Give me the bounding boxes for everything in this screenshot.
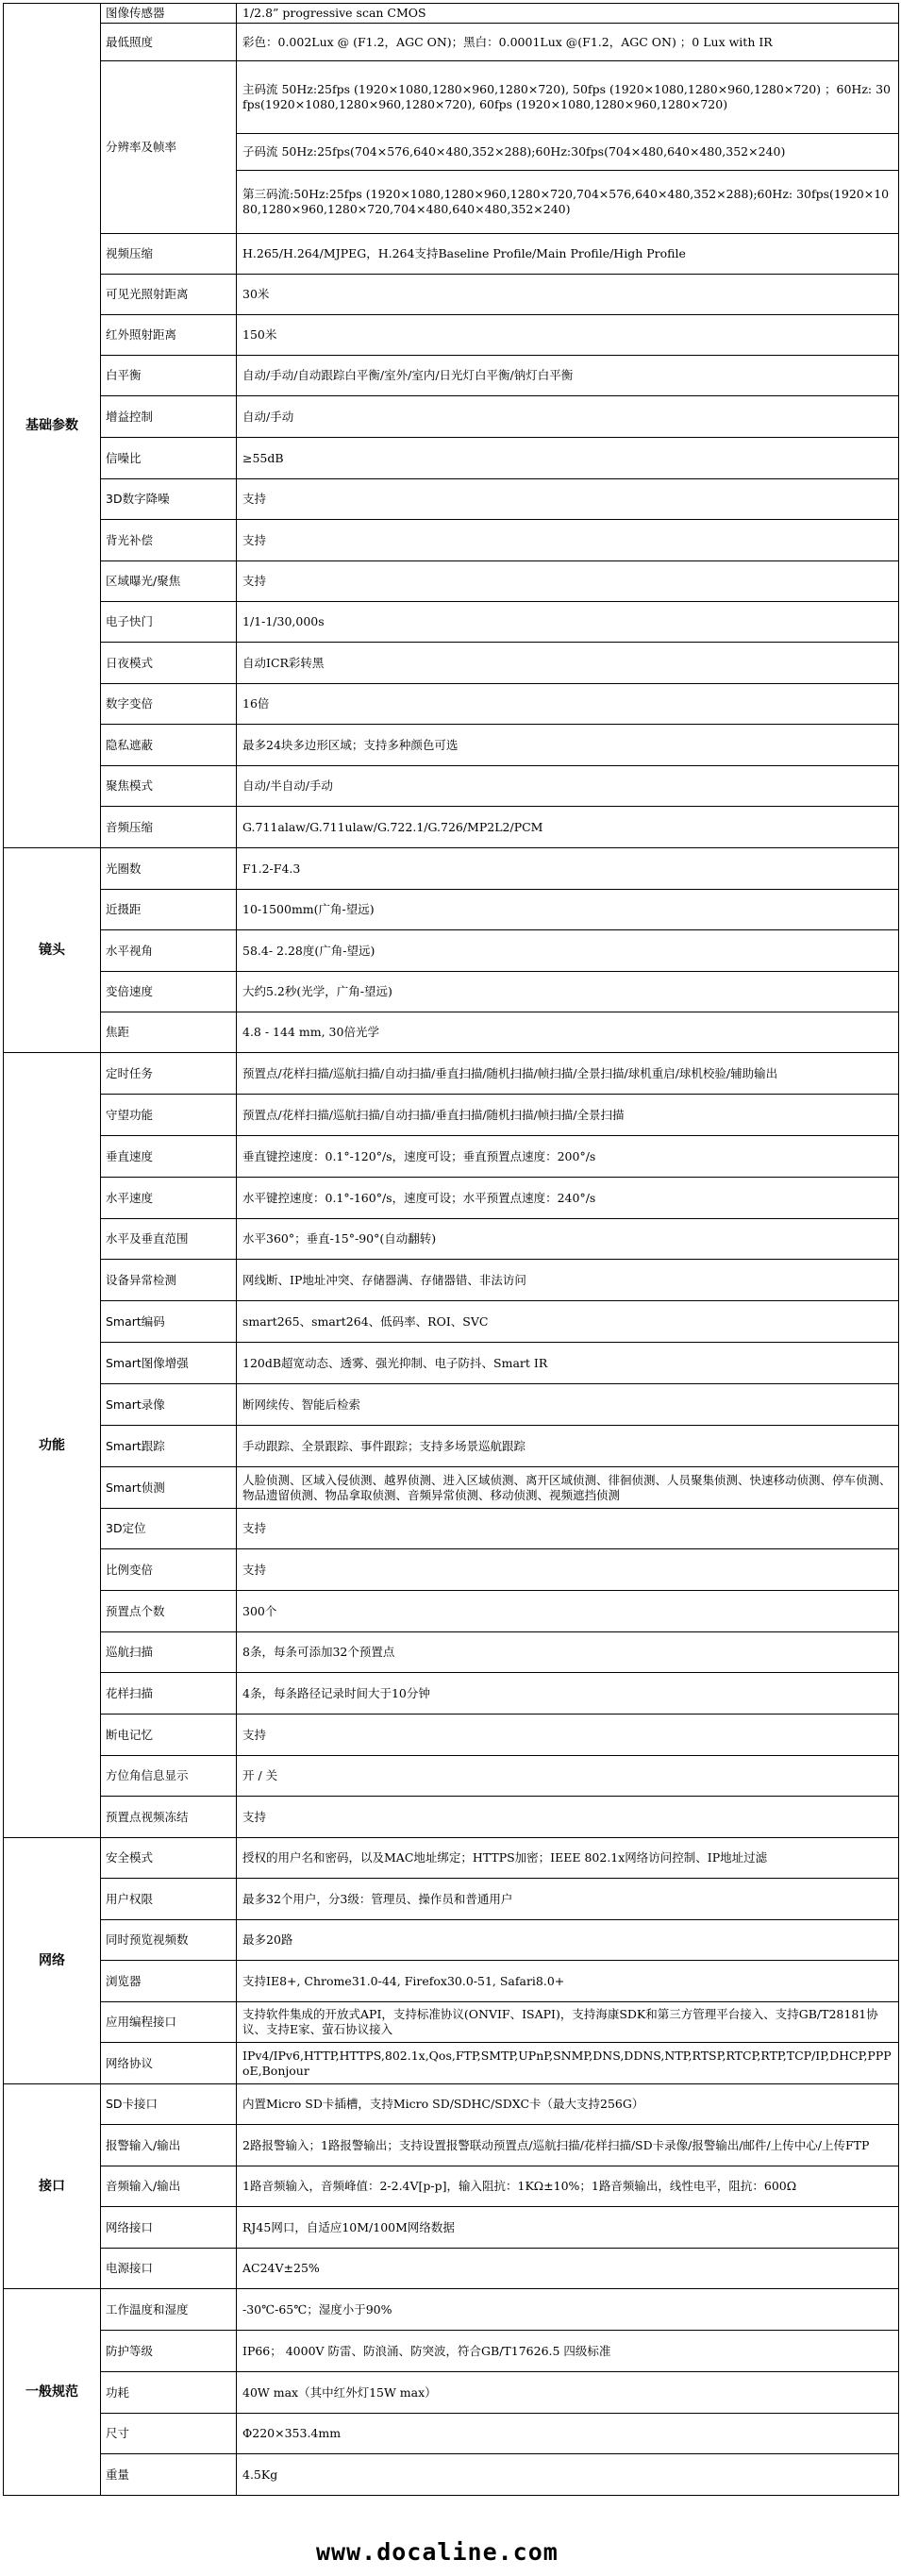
spec-value: 水平360°；垂直-15°-90°(自动翻转) [237, 1219, 899, 1260]
spec-label: 电源接口 [101, 2249, 237, 2289]
spec-label: 水平视角 [101, 930, 237, 972]
spec-label: 工作温度和湿度 [101, 2289, 237, 2331]
spec-label: 水平速度 [101, 1178, 237, 1219]
spec-row [4, 2289, 899, 2331]
spec-label: 安全模式 [101, 1838, 237, 1879]
spec-value: 1/1-1/30,000s [237, 602, 899, 643]
spec-label: 音频输入/输出 [101, 2166, 237, 2207]
spec-value: 10-1500mm(广角-望远) [237, 890, 899, 930]
spec-row [4, 2043, 899, 2084]
spec-label: 信噪比 [101, 438, 237, 479]
spec-label: 背光补偿 [101, 520, 237, 561]
spec-row [4, 1136, 899, 1178]
spec-value: 150米 [237, 315, 899, 356]
spec-row [4, 1384, 899, 1426]
spec-label: 方位角信息显示 [101, 1756, 237, 1797]
spec-row [4, 930, 899, 972]
category-cell: 基础参数 [4, 4, 101, 848]
spec-value: 开 / 关 [237, 1756, 899, 1797]
spec-value: 1/2.8” progressive scan CMOS [237, 4, 899, 24]
spec-value: 8条，每条可添加32个预置点 [237, 1632, 899, 1673]
spec-row [4, 1673, 899, 1715]
spec-row [4, 848, 899, 890]
spec-value: 大约5.2秒(光学，广角-望远) [237, 972, 899, 1012]
spec-value: 支持 [237, 561, 899, 602]
spec-value: 支持 [237, 1797, 899, 1838]
category-cell: 功能 [4, 1053, 101, 1838]
spec-value: 自动/手动 [237, 396, 899, 438]
spec-value: 2路报警输入；1路报警输出；支持设置报警联动预置点/巡航扫描/花样扫描/SD卡录像/报警输出/邮件/上传中心/上传FTP [237, 2125, 899, 2166]
spec-value: 预置点/花样扫描/巡航扫描/自动扫描/垂直扫描/随机扫描/帧扫描/全景扫描/球机重启/球机校验/辅助输出 [237, 1053, 899, 1095]
category-cell: 一般规范 [4, 2289, 101, 2496]
spec-value: 支持IE8+, Chrome31.0-44, Firefox30.0-51, Safari8.0+ [237, 1961, 899, 2002]
spec-value: AC24V±25% [237, 2249, 899, 2289]
spec-value: 自动ICR彩转黑 [237, 643, 899, 684]
spec-row [4, 2166, 899, 2207]
spec-label: 白平衡 [101, 356, 237, 396]
spec-value: 水平键控速度：0.1°-160°/s，速度可设；水平预置点速度：240°/s [237, 1178, 899, 1219]
spec-row [4, 275, 899, 315]
spec-label: 巡航扫描 [101, 1632, 237, 1673]
spec-value: 彩色：0.002Lux @ (F1.2，AGC ON)；黑白：0.0001Lux @(F1.2，AGC ON) ；0 Lux with IR [237, 24, 899, 61]
spec-value: 授权的用户名和密码，以及MAC地址绑定；HTTPS加密；IEEE 802.1x网络访问控制、IP地址过滤 [237, 1838, 899, 1879]
spec-row [4, 2249, 899, 2289]
spec-row [4, 234, 899, 275]
spec-value: 垂直键控速度：0.1°-120°/s，速度可设；垂直预置点速度：200°/s [237, 1136, 899, 1178]
spec-value: 支持 [237, 479, 899, 520]
spec-row [4, 520, 899, 561]
spec-label: 音频压缩 [101, 807, 237, 848]
spec-label: 水平及垂直范围 [101, 1219, 237, 1260]
spec-label: 设备异常检测 [101, 1260, 237, 1301]
spec-value: 预置点/花样扫描/巡航扫描/自动扫描/垂直扫描/随机扫描/帧扫描/全景扫描 [237, 1095, 899, 1136]
spec-label: 聚焦模式 [101, 766, 237, 807]
spec-row [4, 1301, 899, 1343]
spec-row [4, 2414, 899, 2454]
spec-value: smart265、smart264、低码率、ROI、SVC [237, 1301, 899, 1343]
spec-label: 分辨率及帧率 [101, 61, 237, 234]
spec-value: 最多32个用户，分3级：管理员、操作员和普通用户 [237, 1879, 899, 1920]
spec-row [4, 643, 899, 684]
spec-row [4, 479, 899, 520]
spec-label: Smart录像 [101, 1384, 237, 1426]
spec-value: H.265/H.264/MJPEG，H.264支持Baseline Profile/Main Profile/High Profile [237, 234, 899, 275]
spec-value: 支持 [237, 520, 899, 561]
spec-value: IPv4/IPv6,HTTP,HTTPS,802.1x,Qos,FTP,SMTP,UPnP,SNMP,DNS,DDNS,NTP,RTSP,RTCP,RTP,TCP/IP,DHCP,PPPoE,Bonjour [237, 2043, 899, 2084]
spec-label: 3D数字降噪 [101, 479, 237, 520]
spec-row [4, 1797, 899, 1838]
spec-row [4, 1879, 899, 1920]
spec-label: 浏览器 [101, 1961, 237, 2002]
spec-value: 4条，每条路径记录时间大于10分钟 [237, 1673, 899, 1715]
spec-row [4, 2454, 899, 2496]
spec-row [4, 2331, 899, 2372]
spec-label: 断电记忆 [101, 1715, 237, 1756]
spec-label: 尺寸 [101, 2414, 237, 2454]
spec-value: 网线断、IP地址冲突、存储器满、存储器错、非法访问 [237, 1260, 899, 1301]
spec-label: 图像传感器 [101, 4, 237, 24]
spec-row [4, 972, 899, 1012]
spec-row [4, 807, 899, 848]
spec-label: 隐私遮蔽 [101, 725, 237, 766]
stream-spec: 第三码流:50Hz:25fps (1920×1080,1280×960,1280×720,704×576,640×480,352×288);60Hz: 30fps(1920×1080,1280×960,1280×720,704×480,640×480,352×240) [237, 170, 898, 233]
spec-row [4, 356, 899, 396]
spec-row [4, 1838, 899, 1879]
spec-value: 30米 [237, 275, 899, 315]
spec-row [4, 1632, 899, 1673]
spec-row [4, 2125, 899, 2166]
category-cell: 接口 [4, 2084, 101, 2289]
spec-row [4, 2372, 899, 2414]
spec-row [4, 61, 899, 234]
spec-label: 日夜模式 [101, 643, 237, 684]
spec-value: RJ45网口，自适应10M/100M网络数据 [237, 2207, 899, 2249]
spec-value: G.711alaw/G.711ulaw/G.722.1/G.726/MP2L2/PCM [237, 807, 899, 848]
spec-label: 3D定位 [101, 1509, 237, 1549]
spec-table-body [4, 4, 899, 2496]
spec-row [4, 2002, 899, 2043]
spec-row [4, 1343, 899, 1384]
spec-label: 近摄距 [101, 890, 237, 930]
spec-row [4, 1012, 899, 1053]
spec-row [4, 1920, 899, 1961]
spec-row [4, 4, 899, 24]
spec-label: 同时预览视频数 [101, 1920, 237, 1961]
spec-value: 40W max（其中红外灯15W max） [237, 2372, 899, 2414]
spec-value: 最多20路 [237, 1920, 899, 1961]
spec-value: 4.8 - 144 mm, 30倍光学 [237, 1012, 899, 1053]
watermark: www.docaline.com [316, 2538, 559, 2566]
spec-row [4, 1591, 899, 1632]
spec-value: 4.5Kg [237, 2454, 899, 2496]
spec-label: 比例变倍 [101, 1549, 237, 1591]
spec-row [4, 1178, 899, 1219]
spec-row [4, 2207, 899, 2249]
spec-value: ≥55dB [237, 438, 899, 479]
spec-label: 防护等级 [101, 2331, 237, 2372]
spec-label: 功耗 [101, 2372, 237, 2414]
spec-row [4, 602, 899, 643]
spec-value: 内置Micro SD卡插槽，支持Micro SD/SDHC/SDXC卡（最大支持256G） [237, 2084, 899, 2125]
spec-table [3, 3, 899, 2496]
spec-label: 电子快门 [101, 602, 237, 643]
spec-row [4, 1095, 899, 1136]
spec-label: 区域曝光/聚焦 [101, 561, 237, 602]
spec-row [4, 1509, 899, 1549]
spec-row [4, 1053, 899, 1095]
spec-row [4, 1961, 899, 2002]
spec-value: Φ220×353.4mm [237, 2414, 899, 2454]
stream-spec: 主码流 50Hz:25fps (1920×1080,1280×960,1280×720), 50fps (1920×1080,1280×960,1280×720) ；60Hz: 30fps(1920×1080,1280×960,1280×720), 60fps (1920×1080,1280×960,1280×720) [242, 82, 891, 111]
spec-row [4, 725, 899, 766]
spec-label: 重量 [101, 2454, 237, 2496]
spec-value [237, 61, 899, 234]
spec-label: 花样扫描 [101, 1673, 237, 1715]
spec-row [4, 396, 899, 438]
spec-row [4, 890, 899, 930]
spec-label: 报警输入/输出 [101, 2125, 237, 2166]
spec-value: -30℃-65℃；湿度小于90% [237, 2289, 899, 2331]
spec-label: 变倍速度 [101, 972, 237, 1012]
spec-label: 增益控制 [101, 396, 237, 438]
spec-label: 用户权限 [101, 1879, 237, 1920]
spec-value: 断网续传、智能后检索 [237, 1384, 899, 1426]
spec-value: 支持软件集成的开放式API，支持标准协议(ONVIF、ISAPI)，支持海康SDK和第三方管理平台接入、支持GB/T28181协议、支持E家、萤石协议接入 [237, 2002, 899, 2043]
spec-label: Smart图像增强 [101, 1343, 237, 1384]
spec-row [4, 1715, 899, 1756]
spec-row [4, 315, 899, 356]
spec-label: 视频压缩 [101, 234, 237, 275]
spec-label: 可见光照射距离 [101, 275, 237, 315]
spec-row [4, 766, 899, 807]
spec-value: 人脸侦测、区域入侵侦测、越界侦测、进入区域侦测、离开区域侦测、徘徊侦测、人员聚集侦测、快速移动侦测、停车侦测、物品遗留侦测、物品拿取侦测、音频异常侦测、移动侦测、视频遮挡侦测 [237, 1467, 899, 1509]
spec-value: 手动跟踪、全景跟踪、事件跟踪；支持多场景巡航跟踪 [237, 1426, 899, 1467]
spec-value: 支持 [237, 1549, 899, 1591]
spec-label: 网络接口 [101, 2207, 237, 2249]
spec-label: 最低照度 [101, 24, 237, 61]
spec-row [4, 1426, 899, 1467]
spec-label: 数字变倍 [101, 684, 237, 725]
category-cell: 网络 [4, 1838, 101, 2084]
spec-value: 300个 [237, 1591, 899, 1632]
spec-value: 支持 [237, 1509, 899, 1549]
stream-spec: 子码流 50Hz:25fps(704×576,640×480,352×288);60Hz:30fps(704×480,640×480,352×240) [237, 133, 898, 170]
spec-value: 自动/手动/自动跟踪白平衡/室外/室内/日光灯白平衡/钠灯白平衡 [237, 356, 899, 396]
spec-label: 应用编程接口 [101, 2002, 237, 2043]
spec-label: SD卡接口 [101, 2084, 237, 2125]
spec-label: 红外照射距离 [101, 315, 237, 356]
spec-label: Smart侦测 [101, 1467, 237, 1509]
spec-value: 最多24块多边形区域；支持多种颜色可选 [237, 725, 899, 766]
spec-label: 定时任务 [101, 1053, 237, 1095]
spec-label: 预置点个数 [101, 1591, 237, 1632]
spec-row [4, 1219, 899, 1260]
spec-value: 自动/半自动/手动 [237, 766, 899, 807]
spec-value: 支持 [237, 1715, 899, 1756]
spec-value: 120dB超宽动态、透雾、强光抑制、电子防抖、Smart IR [237, 1343, 899, 1384]
spec-label: 预置点视频冻结 [101, 1797, 237, 1838]
spec-value: 1路音频输入，音频峰值：2-2.4V[p-p]，输入阻抗：1KΩ±10%；1路音频输出，线性电平，阻抗：600Ω [237, 2166, 899, 2207]
spec-label: 网络协议 [101, 2043, 237, 2084]
spec-label: Smart编码 [101, 1301, 237, 1343]
spec-label: Smart跟踪 [101, 1426, 237, 1467]
spec-row [4, 2084, 899, 2125]
spec-label: 垂直速度 [101, 1136, 237, 1178]
spec-row [4, 1260, 899, 1301]
spec-row [4, 1549, 899, 1591]
spec-value: F1.2-F4.3 [237, 848, 899, 890]
spec-row [4, 684, 899, 725]
category-cell: 镜头 [4, 848, 101, 1053]
spec-row [4, 438, 899, 479]
spec-value: IP66； 4000V 防雷、防浪涌、防突波，符合GB/T17626.5 四级标准 [237, 2331, 899, 2372]
spec-row [4, 1467, 899, 1509]
spec-row [4, 24, 899, 61]
spec-row [4, 1756, 899, 1797]
spec-value: 16倍 [237, 684, 899, 725]
spec-label: 守望功能 [101, 1095, 237, 1136]
spec-label: 焦距 [101, 1012, 237, 1053]
spec-value: 58.4- 2.28度(广角-望远) [237, 930, 899, 972]
spec-label: 光圈数 [101, 848, 237, 890]
spec-row [4, 561, 899, 602]
